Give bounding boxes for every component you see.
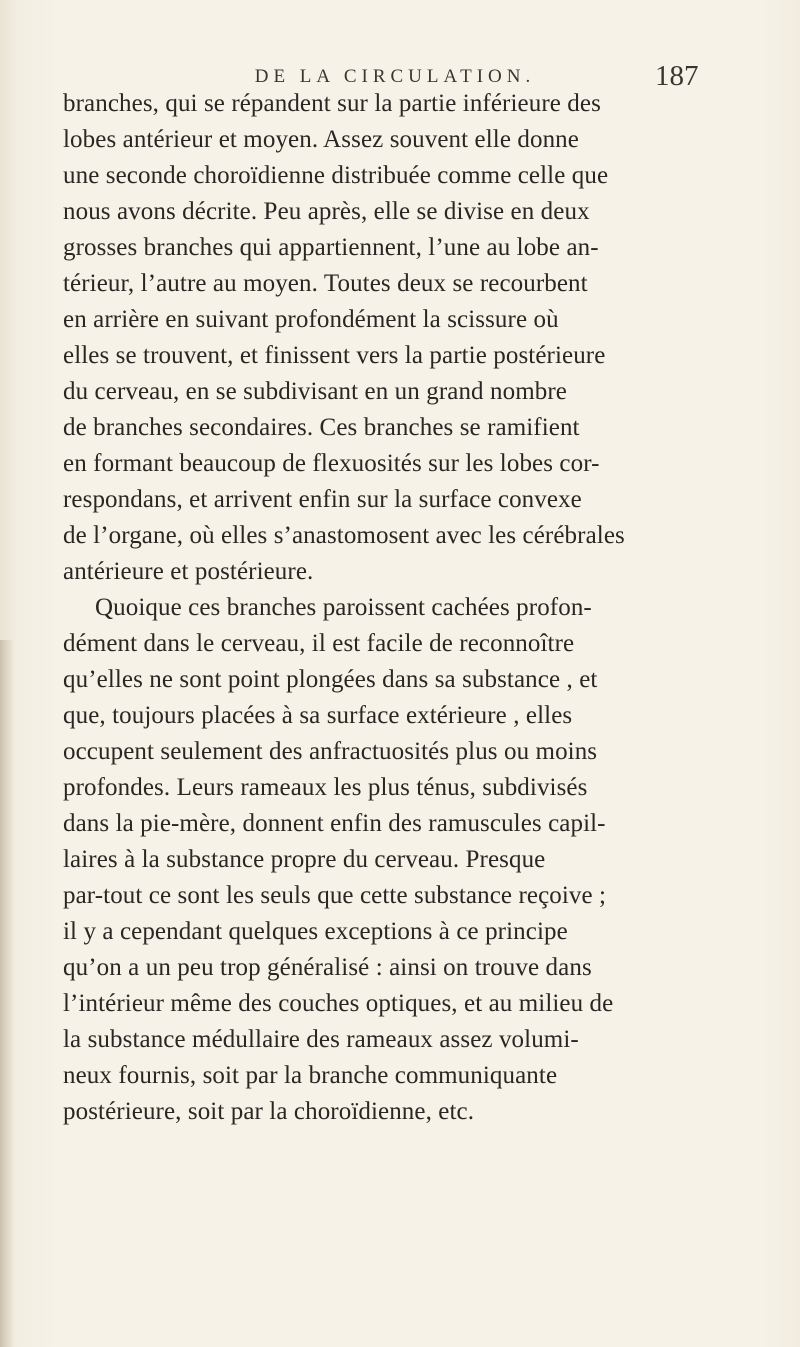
text-line: nous avons décrite. Peu après, elle se divise en deux [63, 198, 590, 225]
text-line: dans la pie-mère, donnent enfin des ramuscules capil- [63, 810, 606, 837]
text-line: térieur, l’autre au moyen. Toutes deux se recourbent [63, 270, 588, 297]
text-line: elles se trouvent, et finissent vers la partie postérieure [63, 342, 606, 369]
text-line: en arrière en suivant profondément la scissure où [63, 306, 559, 333]
text-line: occupent seulement des anfractuosités plus ou moins [63, 738, 598, 765]
text-line: de branches secondaires. Ces branches se ramifient [63, 414, 580, 441]
text-line: qu’on a un peu trop généralisé : ainsi on trouve dans [63, 954, 592, 981]
text-line: antérieure et postérieure. [63, 558, 314, 585]
paragraph-start-line: Quoique ces branches paroissent cachées profon- [95, 594, 592, 621]
page-binding-shadow [0, 640, 14, 1347]
text-line: respondans, et arrivent enfin sur la surface convexe [63, 486, 582, 513]
text-line: neux fournis, soit par la branche communiquante [63, 1062, 558, 1089]
text-line: qu’elles ne sont point plongées dans sa substance , et [63, 666, 598, 693]
text-line: en formant beaucoup de flexuosités sur les lobes cor- [63, 450, 600, 477]
text-line: du cerveau, en se subdivisant en un grand nombre [63, 378, 567, 405]
page-number: 187 [655, 60, 699, 92]
text-line: par-tout ce sont les seuls que cette substance reçoive ; [63, 882, 607, 909]
text-line: branches, qui se répandent sur la partie inférieure des [63, 90, 601, 117]
text-line: de l’organe, où elles s’anastomosent avec les cérébrales [63, 522, 625, 549]
text-line: la substance médullaire des rameaux assez volumi- [63, 1026, 579, 1053]
text-line: il y a cependant quelques exceptions à ce principe [63, 918, 568, 945]
running-head: DE LA CIRCULATION. [254, 66, 536, 87]
text-line: grosses branches qui appartiennent, l’une au lobe an- [63, 234, 599, 261]
text-line: que, toujours placées à sa surface extérieure , elles [63, 702, 573, 729]
text-line: dément dans le cerveau, il est facile de reconnoître [63, 630, 575, 657]
text-line: profondes. Leurs rameaux les plus ténus, subdivisés [63, 774, 588, 801]
text-line: lobes antérieur et moyen. Assez souvent elle donne [63, 126, 579, 153]
text-line: une seconde choroïdienne distribuée comme celle que [63, 162, 609, 189]
body-text [63, 86, 753, 1130]
text-line: l’intérieur même des couches optiques, et au milieu de [63, 990, 614, 1017]
text-line: postérieure, soit par la choroïdienne, etc. [63, 1098, 475, 1125]
text-line: laires à la substance propre du cerveau. Presque [63, 846, 546, 873]
